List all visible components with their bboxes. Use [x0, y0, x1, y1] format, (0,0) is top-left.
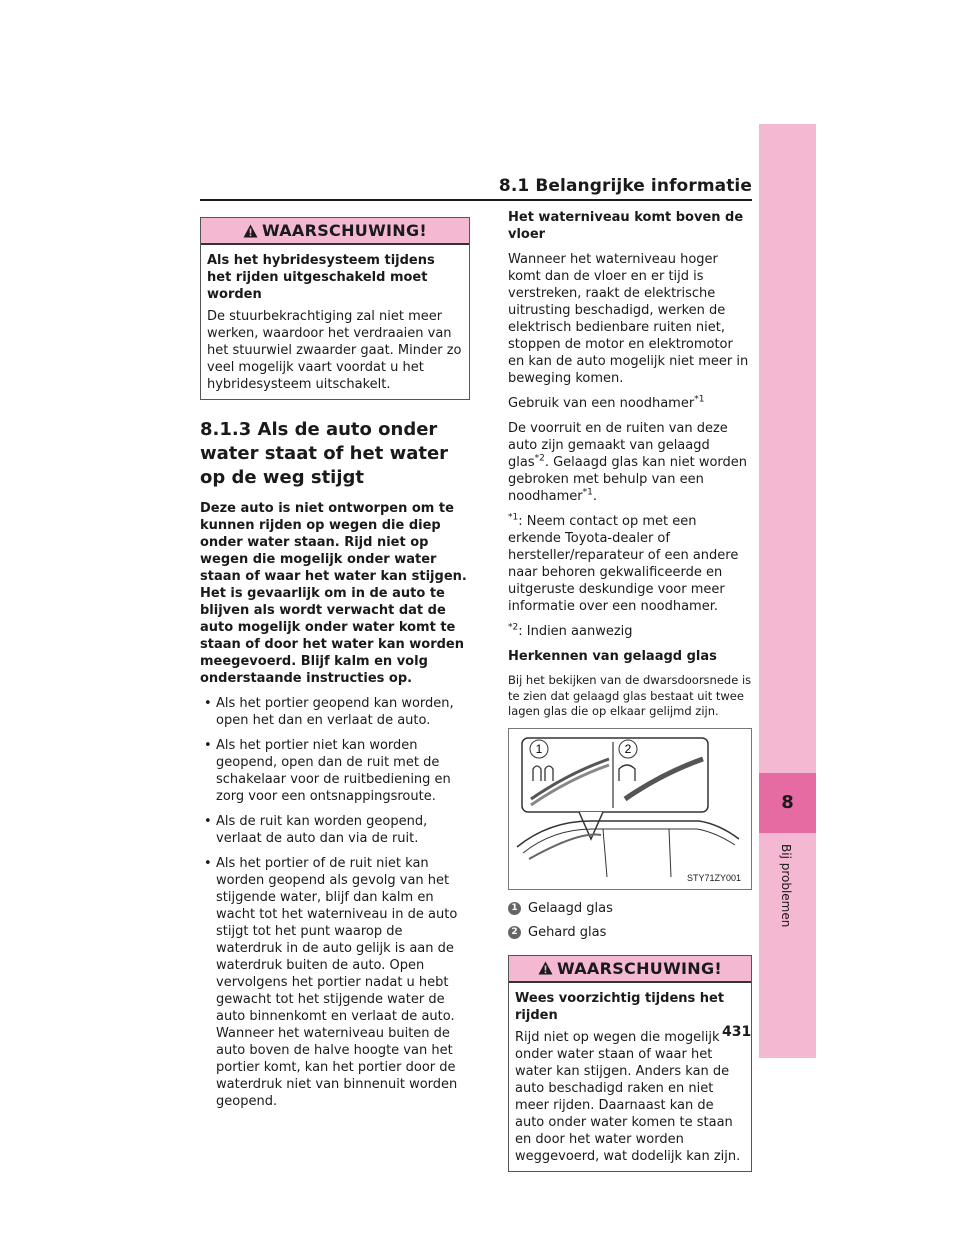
- warning-body: [201, 245, 469, 399]
- glass-illustration: [509, 729, 753, 891]
- list-item: • Als de ruit kan worden geopend, verlaat de auto dan via de ruit.: [200, 813, 470, 847]
- warning-box-hybrid: [200, 217, 470, 400]
- legend-row: [508, 924, 752, 941]
- footnote-1: $^{*1}$: Neem contact op met een erkende Toyota-dealer of hersteller/reparateur of een andere naar behoren gekwalificeerde en uitgeruste deskundige voor meer informatie over een noodhamer.: [508, 512, 739, 614]
- svg-text:1: 1: [535, 741, 543, 756]
- right-column: [508, 209, 752, 1190]
- warning-text: De stuurbekrachtiging zal niet meer werken, waardoor het verdraaien van het stuurwiel zwaarder gaat. Minder zo veel mogelijk vaart voordat u het hybridesysteem uitschakelt.: [207, 309, 462, 392]
- warning-triangle-icon: [538, 961, 553, 975]
- laminated-glass-paragraph: De voorruit en de ruiten van deze auto zijn gemaakt van gelaagd glas$^{*2}$. Gelaagd glas kan niet worden gebroken met behulp van een noodhamer$^{*1}$.: [508, 421, 748, 504]
- svg-text:2: 2: [624, 741, 632, 756]
- left-column: [200, 217, 470, 1118]
- list-item: • Als het portier geopend kan worden, open het dan en verlaat de auto.: [200, 695, 470, 729]
- emergency-hammer-heading: Gebruik van een noodhamer$^{*1}$: [508, 394, 705, 411]
- warning-box-driving: [508, 955, 752, 1172]
- section-title: 8.1.3 Als de auto onder water staat of het water op de weg stijgt: [200, 419, 449, 488]
- legend-number: 2: [508, 926, 521, 939]
- legend-text: Gelaagd glas: [528, 900, 613, 916]
- figure-code: STY71ZY001: [686, 872, 741, 883]
- warning-body: [509, 983, 751, 1171]
- legend-text: Gehard glas: [528, 924, 607, 940]
- chapter-label: Bij problemen: [779, 844, 793, 928]
- warning-header: [201, 218, 469, 245]
- warning-header: [509, 956, 751, 983]
- recognize-glass-paragraph: Bij het bekijken van de dwarsdoorsnede is te zien dat gelaagd glas bestaat uit twee lagen glas die op elkaar gelijmd zijn.: [508, 673, 752, 718]
- list-item: • Als het portier of de ruit niet kan worden geopend als gevolg van het stijgende water, blijf dan kalm en wacht tot het waterniveau in de auto stijgt tot het punt waarop de waterdruk in de auto gelijk is aan de waterdruk buiten de auto. Open vervolgens het portier nadat u hebt gewacht tot het stijgende water de auto binnenkomt en verlaat de auto. Wanneer het waterniveau buiten de auto boven de halve hoogte van het portier komt, kan het portier door de waterdruk niet van binnenuit worden geopend.: [200, 855, 470, 1110]
- page-number: 431: [722, 1024, 752, 1040]
- subheading-recognize-glass: Herkennen van gelaagd glas: [508, 649, 717, 664]
- intro-paragraph: Deze auto is niet ontworpen om te kunnen rijden op wegen die diep onder water staan. Rijd niet op wegen die mogelijk onder water staan of waar het water kan stijgen. Het is gevaarlijk om in de auto te blijven als wordt verwacht dat de auto mogelijk onder water komt te staan of door het water kan worden meegevoerd. Blijf kalm en volg onderstaande instructies op.: [200, 501, 467, 686]
- subheading-water-level: Het waterniveau komt boven de vloer: [508, 210, 744, 242]
- glass-figure: [508, 728, 752, 890]
- list-item: • Als het portier niet kan worden geopend, open dan de ruit met de schakelaar voor de ruitbediening en zorg voor een ontsnappingsroute.: [200, 737, 470, 805]
- footnote-2: $^{*2}$: Indien aanwezig: [508, 622, 633, 639]
- page-header-title: 8.1 Belangrijke informatie: [498, 176, 752, 196]
- header-rule: [200, 199, 752, 201]
- warning-triangle-icon: [243, 224, 258, 238]
- legend-row: [508, 900, 752, 917]
- legend-number: 1: [508, 902, 521, 915]
- warning-subtitle: Wees voorzichtig tijdens het rijden: [515, 990, 725, 1023]
- warning-header-text: WAARSCHUWING!: [557, 958, 722, 978]
- instruction-list: [200, 695, 470, 1110]
- chapter-number-tab[interactable]: 8: [759, 773, 816, 833]
- warning-header-text: WAARSCHUWING!: [262, 221, 427, 240]
- chapter-sidebar: [759, 124, 816, 1058]
- warning-text: Rijd niet op wegen die mogelijk onder water staan of waar het water kan stijgen. Anders kan de auto beschadigd raken en niet meer rijden. Daarnaast kan de auto onder water komen te staan en door het water worden weggevoerd, wat dodelijk kan zijn.: [515, 1029, 741, 1164]
- water-level-paragraph: Wanneer het waterniveau hoger komt dan de vloer en er tijd is verstreken, raakt de elektrische uitrusting beschadigd, werken de elektrisch bedienbare ruiten niet, stoppen de motor en elektromotor en kan de auto mogelijk niet meer in beweging komen.: [508, 252, 749, 386]
- warning-subtitle: Als het hybridesysteem tijdens het rijden uitgeschakeld moet worden: [207, 253, 435, 302]
